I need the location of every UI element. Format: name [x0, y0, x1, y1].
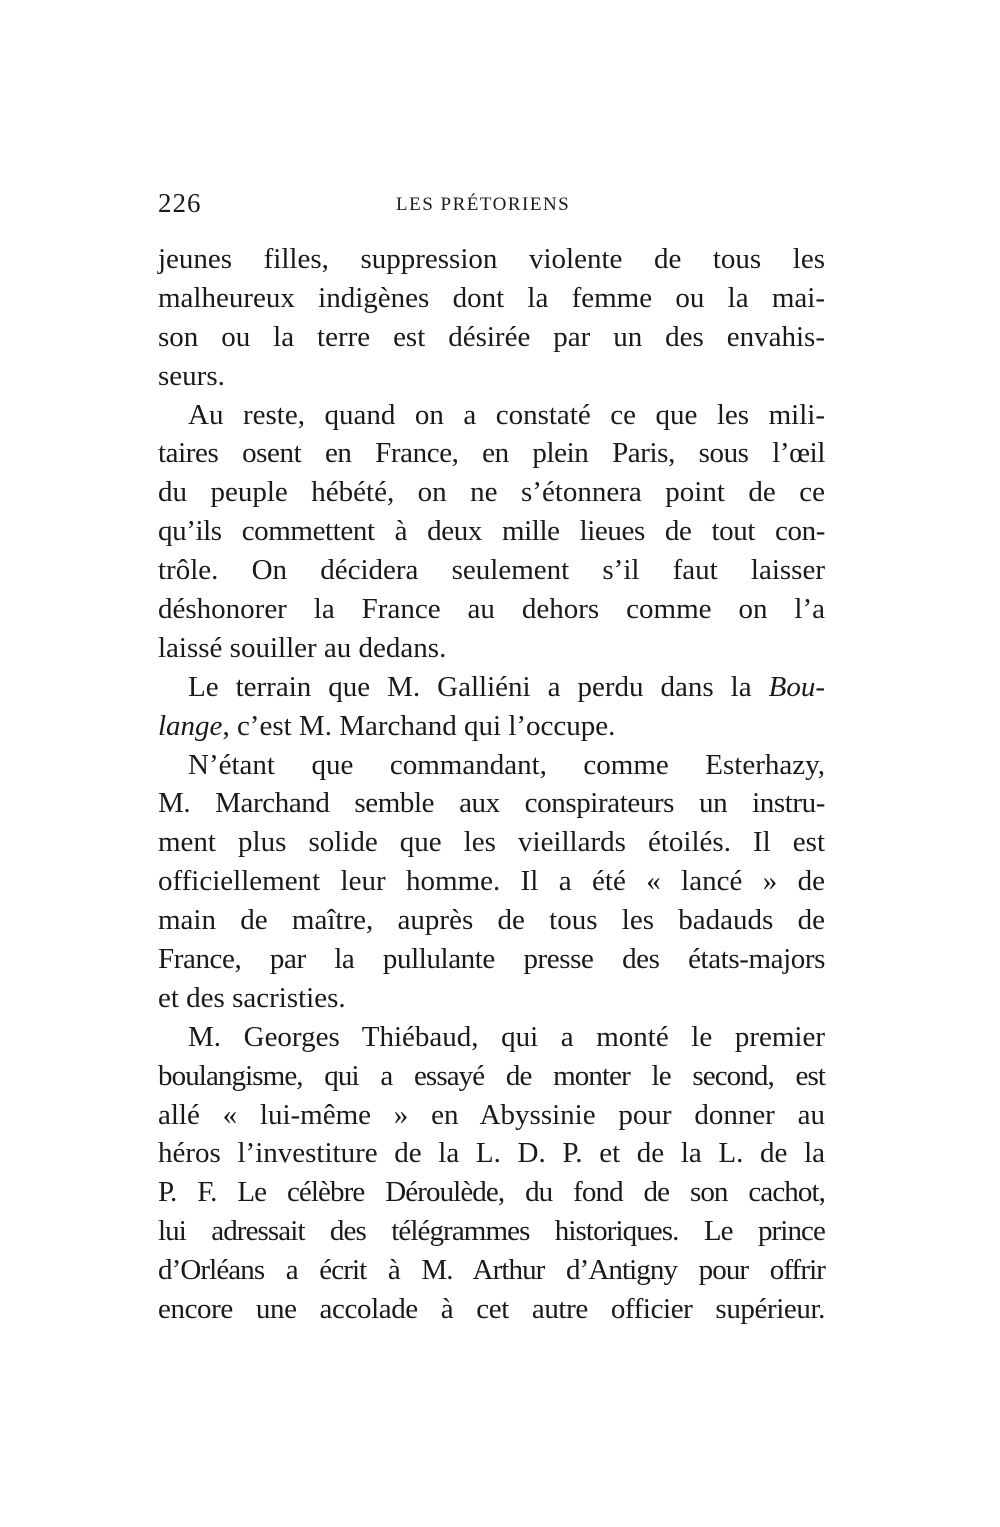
text-line: seurs. [158, 359, 225, 392]
text-line: N’étant que commandant, comme Esterhazy, [188, 748, 825, 781]
text-line: son ou la terre est désirée par un des envahis- [158, 320, 825, 353]
italic-term: Bou- [768, 670, 825, 703]
body-text [158, 240, 825, 1329]
running-head [158, 186, 825, 220]
text-line: Au reste, quand on a constaté ce que les mili- [188, 398, 825, 431]
text-line: lui adressait des télégrammes historiques. Le prince [158, 1215, 825, 1248]
text-line-with-italic [158, 668, 825, 707]
text-line: taires osent en France, en plein Paris, sous l’œil [158, 437, 825, 470]
line-text: , c’est M. Marchand qui l’occupe. [222, 709, 616, 742]
page-number: 226 [158, 188, 202, 218]
text-line-with-italic [158, 707, 825, 746]
text-line: encore une accolade à cet autre officier supérieur. [158, 1293, 825, 1326]
text-line: M. Georges Thiébaud, qui a monté le premier [188, 1020, 825, 1053]
text-line: héros l’investiture de la L. D. P. et de la L. de la [158, 1137, 825, 1170]
text-line: du peuple hébété, on ne s’étonnera point de ce [158, 476, 825, 509]
text-line: boulangisme, qui a essayé de monter le second, est [158, 1059, 825, 1092]
text-line: jeunes filles, suppression violente de tous les [158, 243, 825, 275]
text-line: trôle. On décidera seulement s’il faut laisser [158, 554, 825, 587]
text-line: ment plus solide que les vieillards étoilés. Il est [158, 826, 825, 859]
text-line: laissé souiller au dedans. [158, 631, 447, 664]
text-line: allé « lui-même » en Abyssinie pour donner au [158, 1098, 825, 1131]
text-line: France, par la pullulante presse des états-majors [158, 943, 825, 976]
text-line: M. Marchand semble aux conspirateurs un instru- [158, 787, 825, 820]
italic-term: lange [158, 709, 223, 742]
text-line: qu’ils commettent à deux mille lieues de tout con- [158, 515, 825, 548]
text-line: et des sacristies. [158, 981, 346, 1014]
running-title: LES PRÉTORIENS [396, 194, 571, 215]
text-line: déshonorer la France au dehors comme on l’a [158, 593, 825, 626]
text-line: malheureux indigènes dont la femme ou la mai- [158, 281, 825, 314]
text-line: P. F. Le célèbre Déroulède, du fond de son cachot, [158, 1176, 825, 1209]
line-text: Le terrain que M. Galliéni a perdu dans la [188, 670, 752, 703]
text-line: d’Orléans a écrit à M. Arthur d’Antigny pour offrir [158, 1254, 825, 1287]
text-line: officiellement leur homme. Il a été « lancé » de [158, 865, 825, 898]
text-line: main de maître, auprès de tous les badauds de [158, 904, 825, 937]
